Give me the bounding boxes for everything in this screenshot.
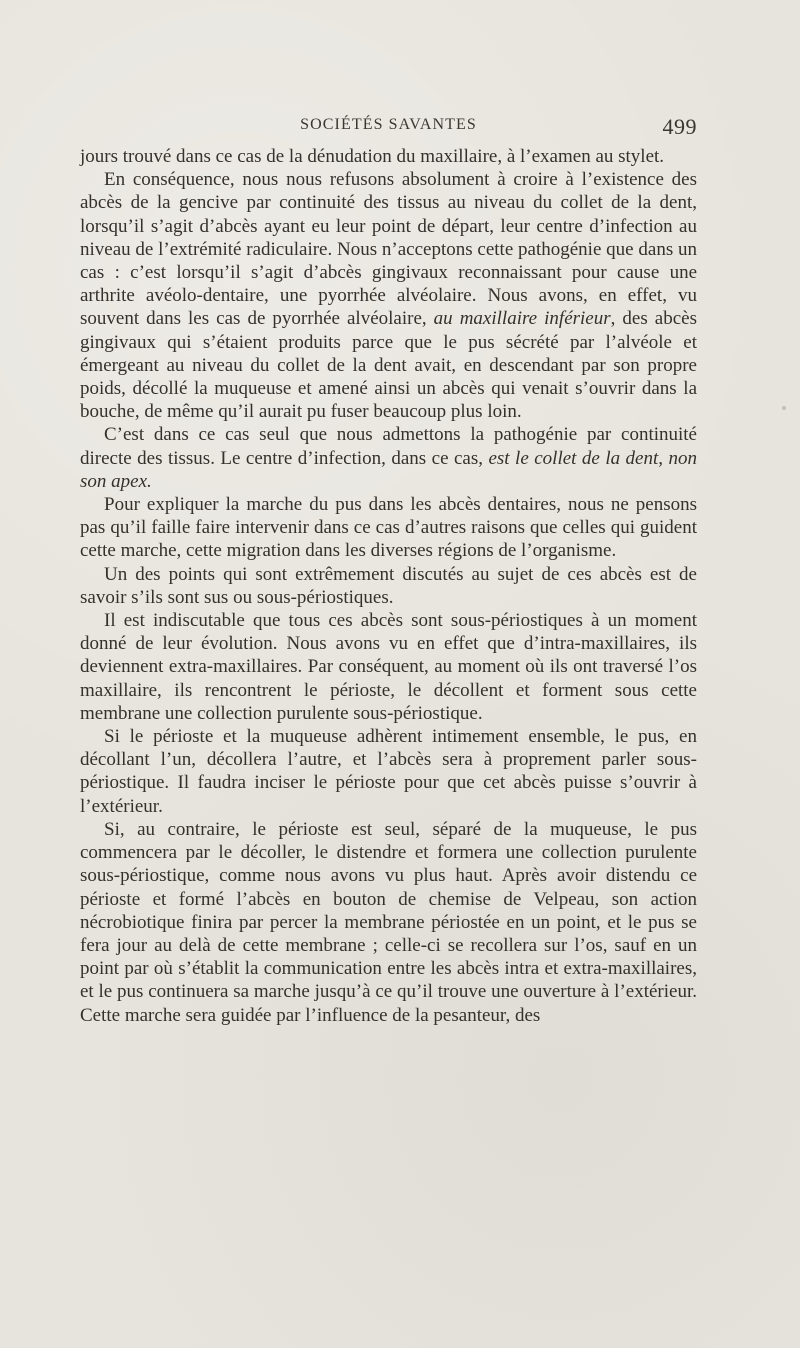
- paragraph-8-text: Si, au contraire, le périoste est seul, séparé de la muqueuse, le pus commencera par le décoller, le distendre et formera une collection purulente sous-périostique, comme nous avons vu plus haut. Après avoir distendu ce périoste et formé l’abcès en bouton de chemise de Velpeau, son action nécrobiotique finira par percer la membrane périostée en un point, et le pus se fera jour au delà de cette membrane ; celle-ci se recollera sur l’os, sauf en un point par où s’établit la communication entre les abcès intra et extra-maxillaires, et le pus continuera sa marche jusqu’à ce qu’il trouve une ouverture à l’extérieur. Cette marche sera guidée par l’influence de la pesanteur, des: [80, 818, 697, 1026]
- paragraph-1: [80, 145, 697, 168]
- paragraph-1-text: jours trouvé dans ce cas de la dénudation du maxillaire, à l’examen au stylet.: [80, 146, 665, 167]
- paragraph-4: [80, 493, 697, 563]
- running-title: SOCIÉTÉS SAVANTES: [300, 116, 477, 133]
- paragraph-7: [80, 725, 697, 818]
- paragraph-5: [80, 563, 697, 609]
- paragraph-3-emphasis: est le collet de la dent, non son apex.: [80, 447, 697, 492]
- paragraph-5-text: Un des points qui sont extrêmement discutés au sujet de ces abcès est de savoir s’ils sont sus ou sous-périostiques.: [80, 563, 697, 608]
- paragraph-6: [80, 609, 697, 725]
- paragraph-3-text: C’est dans ce cas seul que nous admettons la pathogénie par continuité directe des tissus. Le centre d’infection, dans ce cas,: [80, 424, 697, 469]
- paragraph-3: [80, 423, 697, 493]
- paragraph-4-text: Pour expliquer la marche du pus dans les abcès dentaires, nous ne pensons pas qu’il faille faire intervenir dans ce cas d’autres raisons que celles qui guident cette marche, cette migration dans les diverses régions de l’organisme.: [80, 494, 697, 562]
- paragraph-8: [80, 818, 697, 1027]
- paragraph-2: [80, 168, 697, 423]
- text-column: [80, 145, 697, 1027]
- paragraph-7-text: Si le périoste et la muqueuse adhèrent intimement ensemble, le pus, en décollant l’un, décollera l’autre, et l’abcès sera à proprement parler sous-périostique. Il faudra inciser le périoste pour que cet abcès puisse s’ouvrir à l’extérieur.: [80, 726, 697, 817]
- paragraph-6-text: Il est indiscutable que tous ces abcès sont sous-périostiques à un moment donné de leur évolution. Nous avons vu en effet que d’intra-maxillaires, ils deviennent extra-maxillaires. Par conséquent, au moment où ils ont traversé l’os maxillaire, ils rencontrent le périoste, le décollent et forment sous cette membrane une collection purulente sous-périostique.: [80, 610, 697, 724]
- paragraph-2-text: En conséquence, nous nous refusons absolument à croire à l’existence des abcès de la gencive par continuité des tissus au niveau du collet de la dent, lorsqu’il s’agit d’abcès ayant eu leur point de départ, leur centre d’infection au niveau de l’extrémité radiculaire. Nous n’acceptons cette pathogénie que dans un cas : c’est lorsqu’il s’agit d’abcès gingivaux reconnaissant pour cause une arthrite avéolo-dentaire, une pyorrhée alvéolaire. Nous avons, en effet, vu souvent dans les cas de pyorrhée alvéolaire,: [80, 169, 697, 330]
- paragraph-2-emphasis: au maxillaire inférieur: [433, 308, 611, 330]
- paper-speck: [782, 406, 786, 410]
- page-number: 499: [662, 114, 697, 139]
- page-header: [80, 108, 697, 148]
- paragraph-2-text-after: , des abcès gingivaux qui s’étaient produits parce que le pus sécrété par l’alvéole et émergeant au niveau du collet de la dent avait, en descendant par son propre poids, décollé la muqueuse et amené ainsi un abcès qui venait s’ouvrir dans la bouche, de même qu’il aurait pu fuser beaucoup plus loin.: [80, 308, 697, 423]
